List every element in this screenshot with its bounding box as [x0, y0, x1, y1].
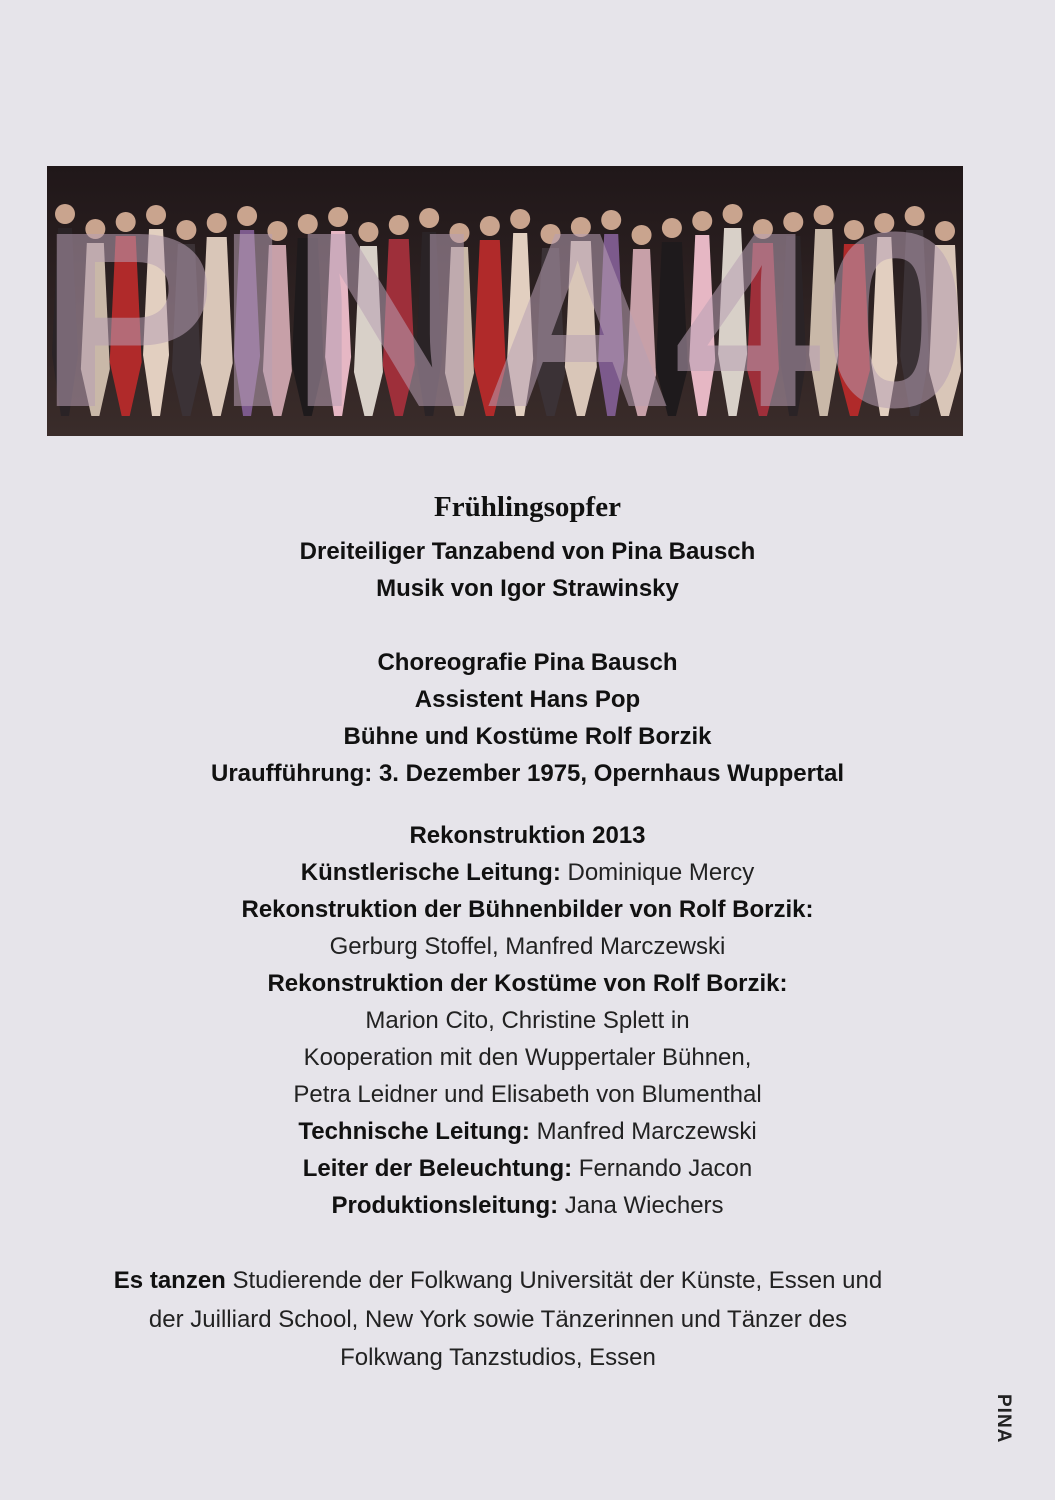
- dancers-text-3: Folkwang Tanzstudios, Essen: [340, 1344, 656, 1371]
- costume-value-line: Petra Leidner und Elisabeth von Blumenthal: [293, 1081, 762, 1108]
- reconstruction-heading: Rekonstruktion 2013: [409, 822, 646, 849]
- subtitle-line: Dreiteiliger Tanzabend von Pina Bausch: [299, 538, 756, 565]
- production-label: Produktionsleitung:: [331, 1192, 559, 1219]
- technical-direction: [0, 1113, 1055, 1150]
- dancers-text-1: Studierende der Folkwang Universität der Künste, Essen und: [232, 1267, 883, 1294]
- credit-premiere: Uraufführung: 3. Dezember 1975, Opernhaus Wuppertal: [210, 760, 844, 787]
- pina-logo-text: PINA: [993, 1394, 1014, 1444]
- subtitle-line: Musik von Igor Strawinsky: [376, 575, 679, 602]
- technical-value: Manfred Marczewski: [536, 1118, 757, 1145]
- credits-block: [0, 644, 1055, 792]
- pina-logo-icon: [987, 1390, 1014, 1458]
- dancers-paragraph: [40, 1262, 956, 1378]
- page-title: Frühlingsopfer: [434, 491, 621, 523]
- artistic-direction: [0, 854, 1055, 891]
- pina-logo-glyph: [987, 1390, 1014, 1458]
- production-direction: [0, 1187, 1055, 1224]
- credit-choreography: Choreografie Pina Bausch: [377, 649, 678, 676]
- dancers-text-2: der Juilliard School, New York sowie Tänzerinnen und Tänzer des: [148, 1305, 848, 1333]
- dancers-line: [40, 1262, 956, 1301]
- credit-assistant: Assistent Hans Pop: [414, 686, 641, 713]
- production-value: Jana Wiechers: [564, 1192, 724, 1219]
- banner-overlay-text: [39, 180, 969, 459]
- credit-stage-costumes: Bühne und Kostüme Rolf Borzik: [343, 723, 712, 750]
- subtitle-block: [0, 533, 1055, 607]
- ensemble-photo: [39, 166, 969, 459]
- costume-value-line: Kooperation mit den Wuppertaler Bühnen,: [303, 1044, 752, 1071]
- stage-value: Gerburg Stoffel, Manfred Marczewski: [329, 933, 726, 960]
- stage-label: Rekonstruktion der Bühnenbilder von Rolf Borzik:: [241, 896, 814, 923]
- costume-label: Rekonstruktion der Kostüme von Rolf Borzik:: [267, 970, 788, 997]
- artistic-label: Künstlerische Leitung:: [300, 859, 561, 886]
- banner-overlay-letters: PINA40: [39, 180, 969, 459]
- artistic-value: Dominique Mercy: [567, 859, 755, 886]
- banner-image: [39, 166, 969, 459]
- lighting-label: Leiter der Beleuchtung:: [302, 1155, 573, 1182]
- technical-label: Technische Leitung:: [298, 1118, 530, 1145]
- reconstruction-block: [0, 817, 1055, 1224]
- costume-value-line: Marion Cito, Christine Splett in: [365, 1007, 690, 1034]
- lighting-direction: [0, 1150, 1055, 1187]
- lighting-value: Fernando Jacon: [578, 1155, 753, 1182]
- dancers-label: Es tanzen: [113, 1267, 226, 1294]
